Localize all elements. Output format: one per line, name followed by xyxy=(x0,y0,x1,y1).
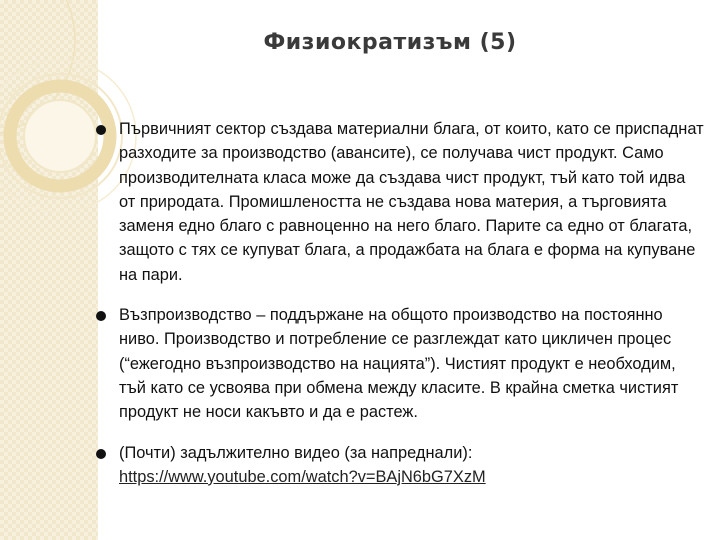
bullet-text: Първичният сектор създава материални блага, от които, като се приспаднат разходите за производство (авансите), се получава чист продукт. Само производителната класа може да създава чист продукт, тъй като той идва от природата. Промишлеността не създава нова материя, а търговията заменя едно благо с равноценно на него благо. Парите са едно от благата, защото с тях се купуват блага, а продажбата на блага е форма на купуване на пари. xyxy=(119,120,704,284)
slide-title: Физиократизъм (5) xyxy=(263,30,517,55)
bullet-primary-sector xyxy=(96,117,706,287)
bullet-dot-icon xyxy=(96,449,106,459)
bullet-reproduction xyxy=(96,303,706,424)
bullet-text: (Почти) задължително видео (за напреднали): xyxy=(119,443,473,462)
video-link[interactable]: https://www.youtube.com/watch?v=BAjN6bG7XzM xyxy=(119,467,486,486)
bullet-text: Възпроизводство – поддържане на общото производство на постоянно ниво. Производство и потребление се разглеждат като цикличен процес (“ежегодно възпроизводство на нацията”). Чистият продукт е необходим, тъй като се усвоява при обмена между класите. В крайна сметка чистият продукт не носи какъвто и да е растеж. xyxy=(119,306,679,422)
bullet-dot-icon xyxy=(96,125,106,135)
bullet-list xyxy=(96,117,706,505)
bullet-dot-icon xyxy=(96,311,106,321)
bullet-video xyxy=(96,441,706,490)
